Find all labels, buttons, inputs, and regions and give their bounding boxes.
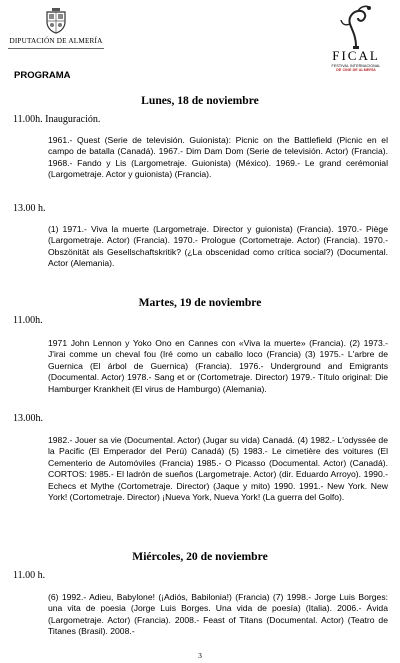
- session-time: 11.00h.: [13, 315, 43, 326]
- session-time: 11.00h. Inauguración.: [13, 114, 101, 125]
- page-number: 3: [198, 651, 202, 660]
- section-heading: PROGRAMA: [14, 70, 71, 81]
- session-time: 11.00 h.: [13, 570, 46, 581]
- fical-subtitle-1: FESTIVAL INTERNACIONAL: [331, 64, 381, 68]
- fical-wordmark: FICAL: [332, 48, 380, 63]
- session-description: (1) 1971.- Viva la muerte (Largometraje. Director y guionista) (Francia). 1970.- Piège (Largometraje. Actor) (Francia). 1970.- Prologue (Cortometraje. Actor) (Francia). 1970.- Obszönität als Gesellschaftskritik? (¿La obscenidad como crítica social?) (Documental. Actor (Alemania).: [48, 224, 388, 269]
- fical-subtitle-2: DE CINE DE ALMERÍA: [336, 68, 376, 73]
- day-title-monday: Lunes, 18 de noviembre: [141, 94, 259, 107]
- session-description: 1971 John Lennon y Yoko Ono en Cannes con «Viva la muerte» (Francia). (2) 1973.- J'irai comme un cheval fou (Iré como un caballo loco (Francia) (3) 1975.- L'arbre de Guernica (El árbol de Guernica) (Francia). 1976.- Underground and Emigrants (Documental. Actor) 1978.- Sang et or (Cortometraje. Director) 1979.- Título original: Die Hamburger Krankheit (El virus de Hamburgo) (Alemania).: [48, 338, 388, 394]
- session-time: 13.00 h.: [13, 203, 46, 214]
- fical-logo: [318, 2, 394, 76]
- session-description: 1982.- Jouer sa vie (Documental. Actor) (Jugar su vida) Canadá. (4) 1982.- L'odyssée de la Pacific (El Emperador del Perú) Canadá) (5) 1983.- Le cimetière des voitures (El Cementerio de Automóviles (Francia) 1985.- O Picasso (Documental. Actor) (Canadá). CORTOS: 1985.- El ladrón de sueños (Largometraje. Actor) (dir. Eduardo Arroyo). 1990.- Echecs et Mythe (Cortometraje. Director) (Jaque y mito) 1990. 1991.- New York. New York! (Cortometraje. Director) ¡Nueva York, Nueva York! (La guerra del Golfo).: [48, 435, 388, 503]
- coat-of-arms-icon: [45, 8, 67, 34]
- diputacion-logo: [2, 8, 110, 54]
- session-time: 13.00h.: [13, 413, 43, 424]
- day-title-tuesday: Martes, 19 de noviembre: [138, 296, 262, 309]
- day-title-wednesday: Miércoles, 20 de noviembre: [132, 550, 268, 563]
- festival-emblem-icon: [334, 2, 378, 50]
- organization-name: DIPUTACIÓN DE ALMERÍA: [9, 37, 103, 45]
- session-description: (6) 1992.- Adieu, Babylone! (¡Adiós, Babilonia!) (Francia) (7) 1998.- Jorge Luis Borges: una vita de poesia (Jorge Luis Borges. Una vida de poesía) (Italia). 2006.- Ávida (Largometraje. Actor) (Francia). 2008.- Feast of Titans (Documental. Actor) (Teatro de Titanes (Brasil). 2008.-: [48, 592, 388, 637]
- session-description: 1961.- Quest (Serie de televisión. Guionista): Picnic on the Battlefield (Picnic en el campo de batalla (Canadá). 1967.- Dim Dam Dom (Serie de televisión. Actor) (Francia). 1968.- Fando y Lis (Largometraje. Guionista) (México). 1969.- Le grand cerémonial (Largometraje. Actor y guionista) (Francia).: [48, 135, 388, 180]
- logo-underline: [8, 48, 104, 49]
